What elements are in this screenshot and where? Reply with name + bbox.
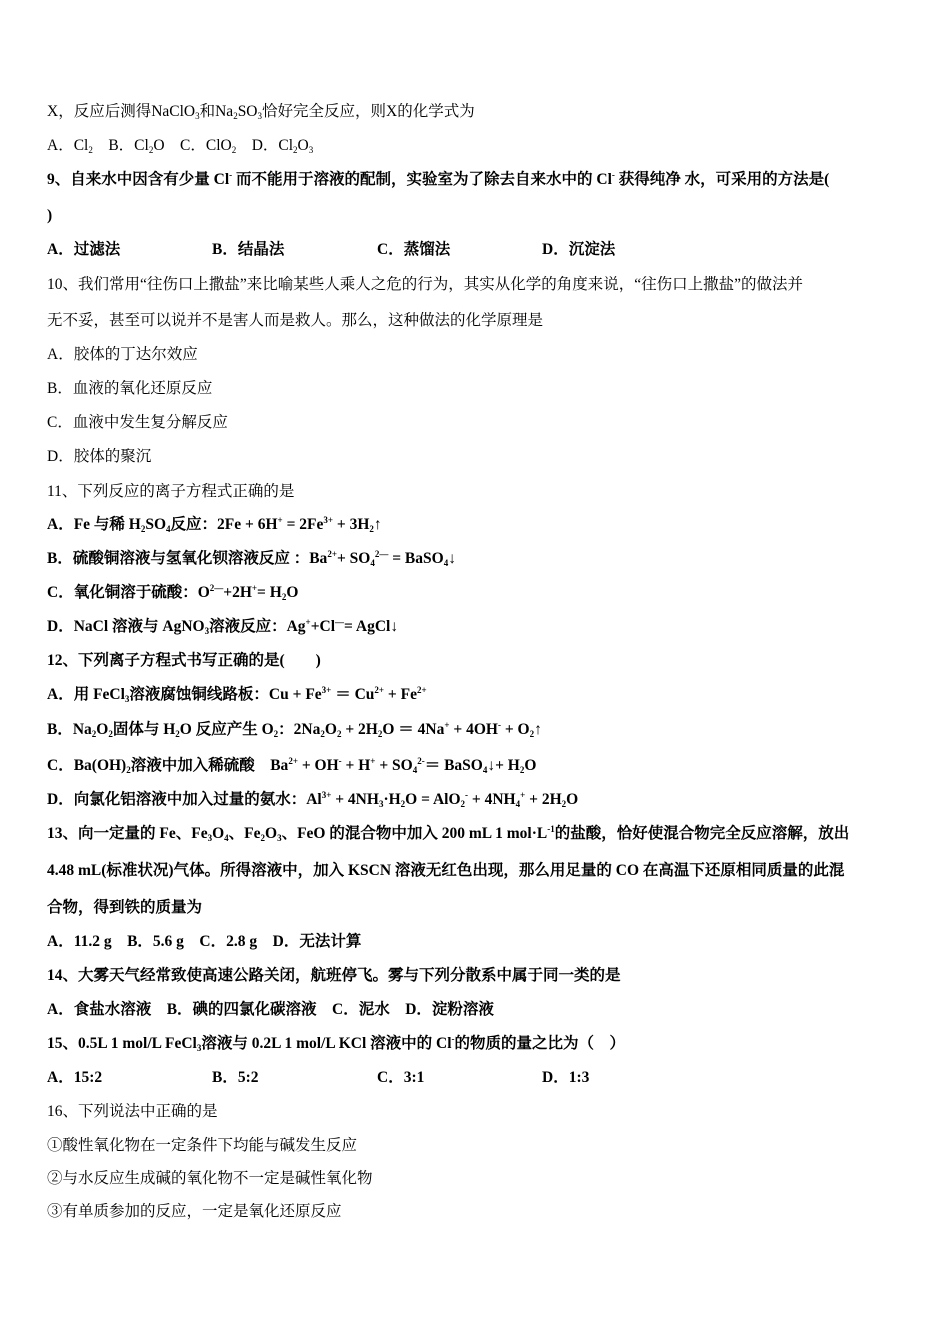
text-segment: ③有单质参加的反应，一定是氧化还原反应 <box>47 1203 342 1220</box>
answer-option: D．沉淀法 <box>542 241 616 258</box>
subscript: 3 <box>196 1043 202 1053</box>
subscript: 2 <box>400 799 406 809</box>
text-line <box>47 1102 218 1122</box>
text-segment: 15、0.5L 1 mol/L FeCl <box>47 1035 197 1052</box>
text-segment: C．氧化铜溶于硫酸：O <box>47 584 210 601</box>
superscript: + <box>370 756 376 766</box>
superscript: - <box>229 170 233 180</box>
text-line <box>47 617 398 637</box>
text-segment: ↑ <box>373 516 382 533</box>
text-segment: 固体与 H <box>112 721 176 738</box>
text-segment: O <box>524 757 537 774</box>
subscript: 2 <box>88 145 93 155</box>
superscript: - <box>465 790 469 800</box>
subscript: 4 <box>166 524 171 534</box>
superscript: - <box>451 1034 455 1044</box>
text-segment: O <box>297 137 309 154</box>
text-line <box>47 685 427 705</box>
subscript: 4 <box>224 833 229 843</box>
text-segment: + 4NH <box>331 791 379 808</box>
superscript: + <box>444 720 450 730</box>
text-line <box>47 966 621 986</box>
superscript: 2- <box>417 756 425 766</box>
text-segment: 溶液与 0.2L 1 mol/L KCl 溶液中的 Cl <box>201 1035 452 1052</box>
subscript: 3 <box>277 833 282 843</box>
superscript: + <box>277 515 283 525</box>
subscript: 4 <box>443 558 449 568</box>
text-segment: O ＝ 4Na <box>382 721 445 738</box>
subscript: 2 <box>281 592 287 602</box>
text-segment: ↑ <box>534 721 542 738</box>
text-segment: = AgCl↓ <box>344 618 399 635</box>
answer-option: C．蒸馏法 <box>377 241 451 258</box>
text-segment: 、FeO 的混合物中加入 200 mL 1 mol·L <box>281 825 548 842</box>
answer-option: B．结晶法 <box>212 241 285 258</box>
answer-option: A．15:2 <box>47 1069 103 1086</box>
text-segment: D．Cl <box>236 137 294 154</box>
subscript: 2 <box>108 729 113 739</box>
text-segment: 的盐酸，恰好使混合物完全反应溶解，放出 <box>554 825 850 842</box>
text-line <box>47 1169 373 1189</box>
text-segment: ＝ BaSO <box>424 757 483 774</box>
text-segment: 12、下列离子方程式书写正确的是( ) <box>47 652 321 669</box>
text-segment: 4.48 mL(标准状况)气体。所得溶液中，加入 KSCN 溶液无红色出现，那么用足量的 CO 在高温下还原相同质量的此混 <box>47 862 845 879</box>
text-segment: +Cl <box>310 618 336 635</box>
superscript: 2+ <box>288 756 298 766</box>
answer-option: D．1:3 <box>542 1069 590 1086</box>
subscript: 2 <box>231 145 237 155</box>
subscript: 3 <box>257 111 263 121</box>
superscript: - <box>611 170 615 180</box>
text-segment: = H <box>257 584 282 601</box>
text-segment: X，反应后测得NaClO <box>47 103 196 120</box>
text-segment: A．食盐水溶液 B．碘的四氯化碳溶液 C．泥水 D．淀粉溶液 <box>47 1001 494 1018</box>
text-segment: C．血液中发生复分解反应 <box>47 414 228 431</box>
text-segment: + 2H <box>525 791 562 808</box>
text-segment: 反应：2Fe + 6H <box>170 516 278 533</box>
text-segment: ＝ Cu <box>331 686 375 703</box>
subscript: 2 <box>148 145 154 155</box>
text-segment: + O <box>500 721 530 738</box>
text-segment: + Fe <box>384 686 417 703</box>
text-line <box>47 275 803 295</box>
text-segment: B．Cl <box>92 137 149 154</box>
subscript: 3 <box>378 799 384 809</box>
superscript: 3+ <box>321 685 332 695</box>
subscript: 2 <box>561 799 567 809</box>
text-segment: A．Cl <box>47 137 89 154</box>
subscript: 2 <box>519 765 525 775</box>
text-line <box>47 482 294 502</box>
text-segment: = 2Fe <box>282 516 324 533</box>
subscript: 2 <box>377 729 383 739</box>
text-segment: + OH <box>297 757 339 774</box>
subscript: 2 <box>91 729 97 739</box>
answer-option: A．过滤法 <box>47 241 121 258</box>
subscript: 2 <box>320 729 325 739</box>
text-segment: 溶液中加入稀硫酸 Ba <box>130 757 289 774</box>
subscript: 2 <box>260 833 265 843</box>
superscript: 2— <box>209 583 224 593</box>
text-segment: A．11.2 g B．5.6 g C．2.8 g D．无法计算 <box>47 933 362 950</box>
text-segment: + 4NH <box>468 791 516 808</box>
subscript: 3 <box>207 833 213 843</box>
text-segment: 无不妥，甚至可以说并不是害人而是救人。那么，这种做法的化学原理是 <box>47 312 544 329</box>
superscript: 2+ <box>374 685 385 695</box>
text-line <box>47 1136 357 1156</box>
subscript: 3 <box>308 145 314 155</box>
text-segment: + 4OH <box>449 721 498 738</box>
text-segment: ↓+ H <box>487 757 520 774</box>
text-line <box>47 413 228 433</box>
text-segment: + SO <box>336 550 371 567</box>
superscript: - <box>497 720 501 730</box>
subscript: 2 <box>460 799 466 809</box>
subscript: 2 <box>336 729 342 739</box>
text-line <box>47 447 151 467</box>
text-segment: SO <box>145 516 167 533</box>
text-segment: O 反应产生 O <box>179 721 274 738</box>
text-line <box>47 1034 625 1054</box>
text-segment: ↓ <box>448 550 456 567</box>
text-segment: O <box>212 825 225 842</box>
text-line <box>47 1000 494 1020</box>
superscript: + <box>305 617 311 627</box>
subscript: 3 <box>124 694 130 704</box>
text-segment: O = AlO <box>405 791 461 808</box>
text-segment: +2H <box>223 584 252 601</box>
text-segment: B．血液的氧化还原反应 <box>47 380 213 397</box>
text-segment: 合物，得到铁的质量为 <box>47 899 203 916</box>
text-segment: 而不能用于溶液的配制，实验室为了除去自来水中的 Cl <box>232 171 612 188</box>
text-line <box>47 898 202 918</box>
superscript: 2+ <box>416 685 427 695</box>
text-line <box>47 311 543 331</box>
text-segment: 、Fe <box>228 825 261 842</box>
text-segment: O <box>324 721 337 738</box>
text-segment: 16、下列说法中正确的是 <box>47 1103 218 1120</box>
text-segment: 9、自来水中因含有少量 Cl <box>47 171 230 188</box>
superscript: 3+ <box>323 515 334 525</box>
text-segment: A．用 FeCl <box>47 686 125 703</box>
superscript: 3+ <box>321 790 332 800</box>
subscript: 2 <box>175 729 180 739</box>
superscript: - <box>338 756 342 766</box>
text-line <box>47 345 198 365</box>
subscript: 2 <box>369 524 374 534</box>
text-line <box>47 1202 342 1222</box>
subscript: 3 <box>204 626 210 636</box>
text-segment: SO <box>237 103 258 120</box>
text-line <box>47 824 849 844</box>
text-segment: + 2H <box>341 721 378 738</box>
text-segment: 11、下列反应的离子方程式正确的是 <box>47 483 295 500</box>
text-line <box>47 651 321 671</box>
text-segment: O <box>96 721 109 738</box>
text-segment: ①酸性氧化物在一定条件下均能与碱发生反应 <box>47 1137 358 1154</box>
text-line <box>47 756 536 776</box>
text-segment: O C．ClO <box>153 137 232 154</box>
text-segment: ) <box>47 207 53 224</box>
superscript: — <box>335 617 345 627</box>
text-segment: 溶液反应：Ag <box>209 618 306 635</box>
subscript: 2 <box>529 729 535 739</box>
subscript: 4 <box>482 765 488 775</box>
subscript: 4 <box>515 799 521 809</box>
text-line <box>47 206 52 226</box>
subscript: 3 <box>195 111 200 121</box>
text-segment: O <box>286 584 299 601</box>
text-segment: 14、大雾天气经常致使高速公路关闭，航班停飞。雾与下列分散系中属于同一类的是 <box>47 967 621 984</box>
superscript: 2— <box>374 549 389 559</box>
text-line <box>47 379 212 399</box>
text-segment: O <box>265 825 278 842</box>
text-segment: 获得纯净 水，可采用的方法是( <box>614 171 830 188</box>
text-segment: + 3H <box>333 516 370 533</box>
text-segment: D．NaCl 溶液与 AgNO <box>47 618 205 635</box>
text-line <box>47 515 382 535</box>
subscript: 2 <box>273 729 279 739</box>
text-line <box>47 932 361 952</box>
text-line <box>47 583 298 603</box>
subscript: 4 <box>412 765 418 775</box>
text-segment: 13、向一定量的 Fe、Fe <box>47 825 208 842</box>
text-segment: ：2Na <box>278 721 321 738</box>
text-line <box>47 170 829 190</box>
superscript: 2+ <box>327 549 337 559</box>
subscript: 2 <box>233 111 238 121</box>
text-line <box>47 549 456 569</box>
text-segment: ②与水反应生成碱的氧化物不一定是碱性氧化物 <box>47 1170 373 1187</box>
text-line <box>47 136 313 156</box>
text-segment: B．硫酸铜溶液与氢氧化钡溶液反应 ：Ba <box>47 550 328 567</box>
text-segment: + SO <box>375 757 413 774</box>
text-line <box>47 790 578 810</box>
text-segment: 恰好完全反应，则X的化学式为 <box>262 103 475 120</box>
superscript: + <box>520 790 526 800</box>
text-line <box>47 861 844 881</box>
superscript: -1 <box>547 824 555 834</box>
subscript: 4 <box>370 558 375 568</box>
text-segment: ·H <box>383 791 401 808</box>
text-segment: 10、我们常用“往伤口上撒盐”来比喻某些人乘人之危的行为，其实从化学的角度来说，“往伤口上撒盐”的做法并 <box>47 276 804 293</box>
text-segment: B．Na <box>47 721 92 738</box>
answer-option: C．3:1 <box>377 1069 425 1086</box>
text-segment: = BaSO <box>388 550 444 567</box>
superscript: + <box>251 583 258 593</box>
text-segment: + H <box>341 757 371 774</box>
text-segment: 和Na <box>199 103 234 120</box>
text-segment: O <box>566 791 579 808</box>
subscript: 2 <box>126 765 131 775</box>
text-segment: D．向氯化铝溶液中加入过量的氨水：Al <box>47 791 322 808</box>
text-line <box>47 102 475 122</box>
text-segment: A．胶体的丁达尔效应 <box>47 346 198 363</box>
subscript: 2 <box>293 145 298 155</box>
text-segment: A．Fe 与稀 H <box>47 516 141 533</box>
answer-option: B．5:2 <box>212 1069 259 1086</box>
text-segment: 溶液腐蚀铜线路板：Cu + Fe <box>129 686 322 703</box>
subscript: 2 <box>140 524 146 534</box>
text-segment: 的物质的量之比为（ ） <box>454 1035 626 1052</box>
text-line <box>47 720 542 740</box>
text-segment: D．胶体的聚沉 <box>47 448 152 465</box>
text-segment: C．Ba(OH) <box>47 757 127 774</box>
